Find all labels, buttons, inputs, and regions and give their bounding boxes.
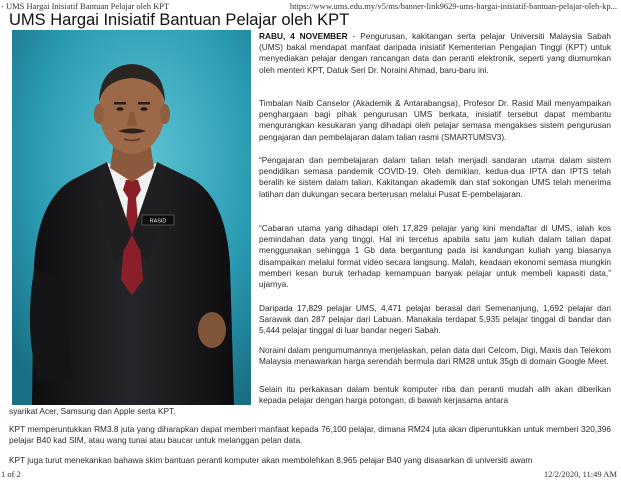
- dateline: RABU, 4 NOVEMBER: [259, 31, 348, 41]
- page-number: 1 of 2: [1, 469, 21, 479]
- paragraph-1-text: - Pengurusan, kakitangan serta pelajar Universiti Malaysia Sabah (UMS) bakal mendapat manfaat daripada inisiatif Kementerian Pengajian Tinggi (KPT) untuk menyediakan pelajar dengan rancangan data dan peranti elektronik, seperti yang diumumkan oleh menteri KPT, Datuk Seri Dr. Noraini Ahmad, baru-baru ini.: [259, 31, 611, 75]
- article-title: UMS Hargai Inisiatif Bantuan Pelajar oleh KPT: [9, 11, 350, 29]
- article-paragraph-8: KPT memperuntukkan RM3.8 juta yang diharapkan dapat memberi manfaat kepada 76,100 pelajar, dimana RM24 juta akan diperuntukkan untuk memberi 320,396 pelajar B40 kad SIM, atau wang tunai atau baucar untuk melanggan pelan data.: [9, 424, 611, 446]
- article-paragraph-3: “Pengajaran dan pembelajaran dalam talian telah menjadi sandaran utama dalam sistem pendidikan semasa pandemik COVID-19. Oleh demikian, kedua-dua IPTA dan IPTS telah beralih ke sistem dalam talian. Kakitangan akademik dan staf sokongan UMS telah menerima latihan dan dukungan secara berterusan melalui Pusat E-pembelajaran.: [259, 155, 611, 199]
- name-badge-text: RASID: [149, 218, 167, 225]
- article-paragraph-7: Selain itu perkakasan dalam bentuk komputer riba dan peranti mudah alih akan diberikan kepada pelajar dengan harga potongan, di bawah kerjasama antara: [259, 384, 611, 406]
- article-paragraph-5: Daripada 17,829 pelajar UMS, 4,471 pelajar berasal dari Semenanjung, 1,692 pelajar dari Sarawak dan 287 pelajar dari Labuan. Manakala terdapat 5,935 pelajar tinggal di bandar dan 5,444 pelajar tinggal di luar bandar negeri Sabah.: [259, 303, 611, 336]
- print-header-title: - UMS Hargai Inisiatif Bantuan Pelajar oleh KPT: [1, 1, 170, 11]
- portrait-photo: [12, 30, 251, 405]
- portrait-illustration: [12, 30, 251, 405]
- article-paragraph-9: KPT juga turut menekankan bahawa skim bantuan peranti komputer akan membolehkan 8,965 pelajar B40 yang disasarkan di universiti awam: [9, 455, 533, 465]
- article-paragraph-7-continued: syarikat Acer, Samsung dan Apple serta KPT.: [9, 406, 176, 416]
- print-timestamp: 12/2/2020, 11:49 AM: [543, 469, 617, 479]
- print-footer: [0, 469, 621, 480]
- article-paragraph-4: “Cabaran utama yang dihadapi oleh 17,829 pelajar yang kini mendaftar di UMS, ialah kos pemindahan data yang tinggi. Hal ini tercetus apabila satu jam kuliah dalam talian dapat menggunakan sehingga 1 Gb data bergantung pada isi kandungan kuliah yang biasanya disampaikan melalui format video secara langsung. Malah, keadaan ekonomi semasa mungkin memberi kesan buruk terhadap kemampuan banyak pelajar untuk membeli kapasiti data,” ujarnya.: [259, 223, 611, 290]
- article-paragraph-6: Noraini dalam pengumumannya menjelaskan, pelan data dari Celcom, Digi, Maxis dan Telekom Malaysia menawarkan harga serendah bermula dari RM28 untuk 35gb di domain Google Meet.: [259, 345, 611, 367]
- article-paragraph-2: Timbalan Naib Canselor (Akademik & Antarabangsa), Profesor Dr. Rasid Mail menyampaikan penghargaan bagi pihak pengurusan UMS berkata, inisiatif tersebut dapat membantu mengurangkan kesukaran yang dihadapi oleh pelajar semasa mengakses sistem pengurusan pengajaran dan pembelajaran dalam talian rasmi (SMARTUMSV3).: [259, 98, 611, 142]
- print-header-url[interactable]: https://www.ums.edu.my/v5/ms/banner-link9629-ums-hargai-inisiatif-bantuan-pelajar-oleh-kp...: [289, 1, 617, 11]
- article-paragraph-1: [259, 31, 611, 76]
